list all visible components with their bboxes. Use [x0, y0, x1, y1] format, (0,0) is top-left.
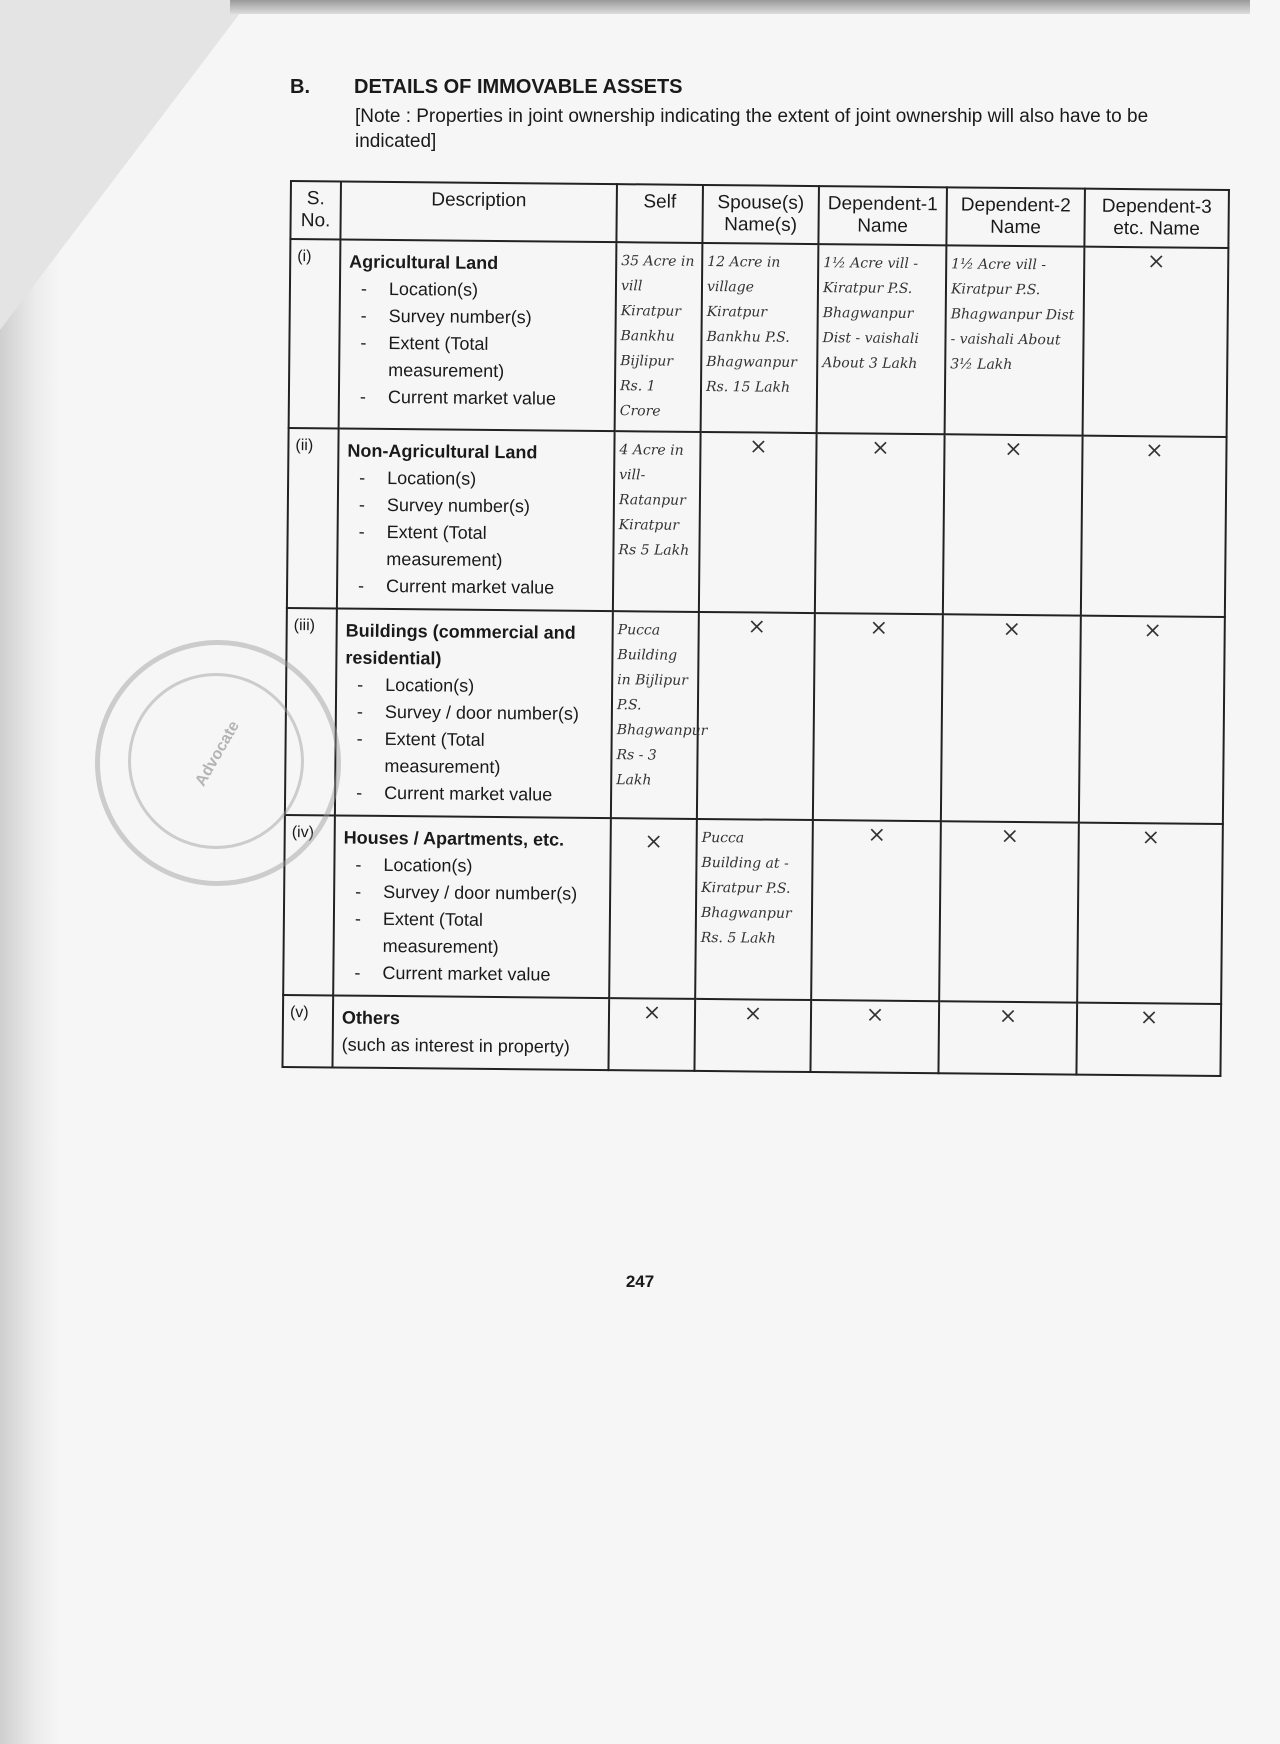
row-description: [332, 995, 609, 1070]
row-item: - Location(s): [355, 854, 473, 876]
row-sno: (iii): [285, 608, 337, 815]
cell-dependent-3: ×: [1077, 823, 1223, 1004]
cell-spouse: Pucca Building at - Kiratpur P.S. Bhagwanpur Rs. 5 Lakh: [695, 819, 813, 1000]
row-item: - Current market value: [354, 962, 551, 985]
row-item: - Extent (Total: [360, 332, 489, 354]
row-item: measurement): [382, 935, 499, 958]
cell-spouse: ×: [697, 612, 815, 820]
row-category: Agricultural Land: [349, 251, 499, 274]
row-item: - Current market value: [359, 386, 557, 409]
section-title: DETAILS OF IMMOVABLE ASSETS: [354, 76, 683, 98]
row-item: - Extent (Total: [354, 908, 484, 930]
cell-dependent-1: 1½ Acre vill - Kiratpur P.S. Bhagwanpur Dist - vaishali About 3 Lakh: [817, 244, 947, 434]
row-item: - Current market value: [358, 575, 555, 598]
section-letter: B.: [290, 76, 310, 98]
cell-self: 35 Acre in vill Kiratpur Bankhu Bijlipur Rs. 1 Crore: [615, 242, 703, 432]
row-category: Buildings (commercial and residential): [345, 620, 576, 669]
cell-dependent-2: ×: [939, 821, 1079, 1002]
row-description: [335, 608, 613, 818]
row-item: - Extent (Total: [358, 521, 487, 543]
cell-dependent-2: ×: [941, 614, 1081, 822]
section-heading: [290, 76, 683, 99]
row-item: - Survey number(s): [358, 494, 531, 517]
cell-spouse: ×: [694, 999, 811, 1072]
cell-dependent-2: 1½ Acre vill - Kiratpur P.S. Bhagwanpur Dist - vaishali About 3½ Lakh: [945, 245, 1085, 435]
immovable-assets-table: [281, 180, 1229, 1077]
row-description: [333, 815, 611, 998]
table-header-row: [290, 181, 1229, 248]
header-description: Description: [340, 181, 617, 242]
row-item: measurement): [386, 548, 503, 571]
header-sno: S. No.: [290, 181, 341, 239]
cell-dependent-1: ×: [813, 613, 943, 821]
row-item: - Survey / door number(s): [356, 701, 580, 724]
cell-self: ×: [609, 818, 697, 999]
scan-top-strip: [230, 0, 1250, 14]
table-row: [289, 239, 1229, 437]
table-row: [282, 995, 1221, 1076]
row-item: measurement): [388, 359, 505, 382]
cell-dependent-3: ×: [1076, 1003, 1221, 1076]
header-dependent-1: Dependent-1 Name: [818, 186, 947, 245]
row-item: - Location(s): [360, 278, 479, 300]
row-sno: (i): [289, 239, 341, 428]
cell-dependent-2: ×: [938, 1001, 1077, 1074]
page-number: 247: [625, 1272, 655, 1291]
row-category: Others: [341, 1007, 401, 1029]
page-fold: [0, 0, 250, 330]
cell-dependent-3: ×: [1081, 436, 1227, 617]
table-row: [285, 608, 1225, 824]
row-item: measurement): [384, 755, 501, 778]
row-category: Houses / Apartments, etc.: [343, 827, 565, 850]
row-description: [339, 239, 617, 431]
row-sno: (iv): [283, 815, 335, 995]
cell-self: ×: [608, 998, 695, 1071]
header-dependent-2: Dependent-2 Name: [946, 187, 1085, 246]
section-note: [Note : Properties in joint ownership indicating the extent of joint ownership will also have to be indicated]: [355, 106, 1149, 152]
row-item: - Location(s): [359, 467, 477, 489]
row-item: (such as interest in property): [341, 1034, 570, 1057]
cell-spouse: ×: [699, 432, 817, 613]
row-item: - Extent (Total: [356, 728, 485, 750]
cell-spouse: 12 Acre in village Kiratpur Bankhu P.S. Bhagwanpur Rs. 15 Lakh: [701, 243, 819, 433]
row-category: Non-Agricultural Land: [347, 440, 538, 463]
advocate-seal-stamp: [95, 640, 341, 886]
header-self: Self: [616, 184, 703, 243]
row-sno: (ii): [287, 428, 339, 608]
row-description: [337, 428, 615, 611]
row-item: - Location(s): [357, 674, 475, 696]
header-dependent-3: Dependent-3 etc. Name: [1084, 189, 1229, 248]
row-sno: (v): [282, 995, 333, 1067]
row-item: - Current market value: [356, 782, 553, 805]
cell-dependent-3: ×: [1083, 247, 1229, 437]
table-row: [283, 815, 1223, 1004]
cell-dependent-1: ×: [811, 820, 941, 1001]
cell-self: Pucca Building in Bijlipur P.S. Bhagwanpur Rs - 3 Lakh: [611, 611, 699, 819]
table-row: [287, 428, 1227, 617]
row-item: - Survey / door number(s): [355, 881, 578, 904]
cell-dependent-3: ×: [1079, 616, 1225, 824]
seal-text: Advocate: [192, 718, 243, 790]
header-spouse: Spouse(s) Name(s): [702, 185, 819, 244]
row-item: - Survey number(s): [360, 305, 532, 328]
cell-dependent-1: ×: [815, 433, 945, 614]
cell-dependent-2: ×: [943, 434, 1083, 615]
cell-self: 4 Acre in vill- Ratanpur Kiratpur Rs 5 Lakh: [613, 431, 701, 612]
cell-dependent-1: ×: [810, 1000, 939, 1073]
